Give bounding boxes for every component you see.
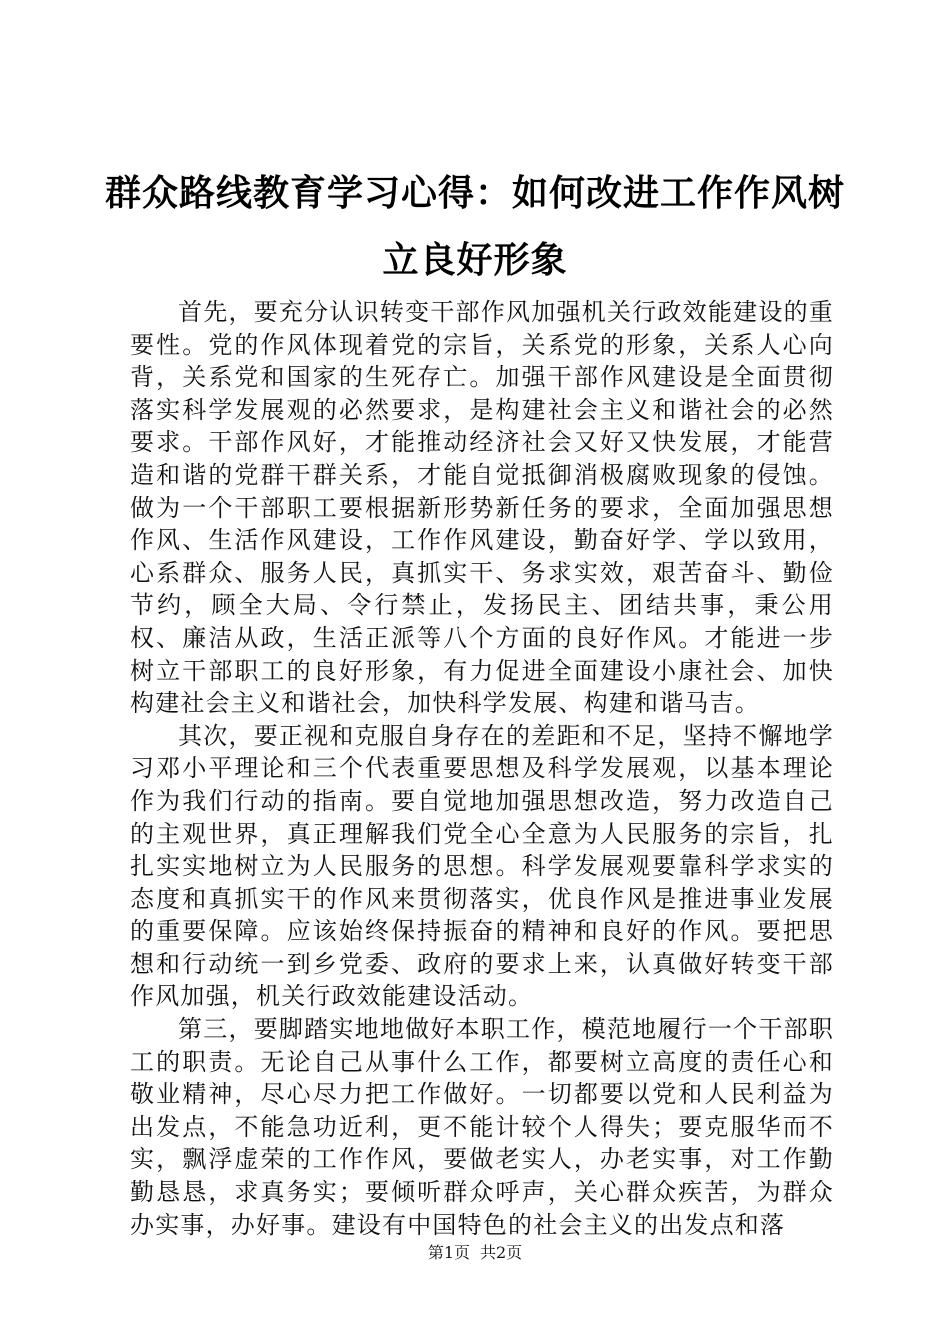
page-number: 第1页 — [427, 1243, 470, 1262]
page-total: 共2页 — [480, 1243, 523, 1262]
document-body — [130, 296, 834, 1241]
paragraph-1: 首先，要充分认识转变干部作风加强机关行政效能建设的重要性。党的作风体现着党的宗旨，关系党的形象，关系人心向背，关系党和国家的生死存亡。加强干部作风建设是全面贯彻落实科学发展观的必然要求，是构建社会主义和谐社会的必然要求。干部作风好，才能推动经济社会又好又快发展，才能营造和谐的党群干群关系，才能自觉抵御消极腐败现象的侵蚀。做为一个干部职工要根据新形势新任务的要求，全面加强思想作风、生活作风建设，工作作风建设，勤奋好学、学以致用，心系群众、服务人民，真抓实干、务求实效，艰苦奋斗、勤俭节约，顾全大局、令行禁止，发扬民主、团结共事，秉公用权、廉洁从政，生活正派等八个方面的良好作风。才能进一步树立干部职工的良好形象，有力促进全面建设小康社会、加快构建社会主义和谐社会，加快科学发展、构建和谐马吉。 — [130, 298, 834, 718]
paragraph-2: 其次，要正视和克服自身存在的差距和不足，坚持不懈地学习邓小平理论和三个代表重要思想及科学发展观，以基本理论作为我们行动的指南。要自觉地加强思想改造，努力改造自己的主观世界，真正理解我们党全心全意为人民服务的宗旨，扎扎实实地树立为人民服务的思想。科学发展观要靠科学求实的态度和真抓实干的作风来贯彻落实，优良作风是推进事业发展的重要保障。应该始终保持振奋的精神和良好的作风。要把思想和行动统一到乡党委、政府的要求上来，认真做好转变干部作风加强，机关行政效能建设活动。 — [130, 721, 834, 1011]
document-title: 群众路线教育学习心得：如何改进工作作风树立良好形象 — [104, 173, 845, 281]
paragraph-3: 第三，要脚踏实地地做好本职工作，模范地履行一个干部职工的职责。无论自己从事什么工作，都要树立高度的责任心和敬业精神，尽心尽力把工作做好。一切都要以党和人民利益为出发点，不能急功近利，更不能计较个人得失；要克服华而不实，飘浮虚荣的工作作风，要做老实人，办老实事，对工作勤勤恳恳，求真务实；要倾听群众呼声，关心群众疾苦，为群众办实事，办好事。建设有中国特色的社会主义的出发点和落 — [130, 1015, 834, 1239]
page-footer — [0, 1242, 950, 1264]
